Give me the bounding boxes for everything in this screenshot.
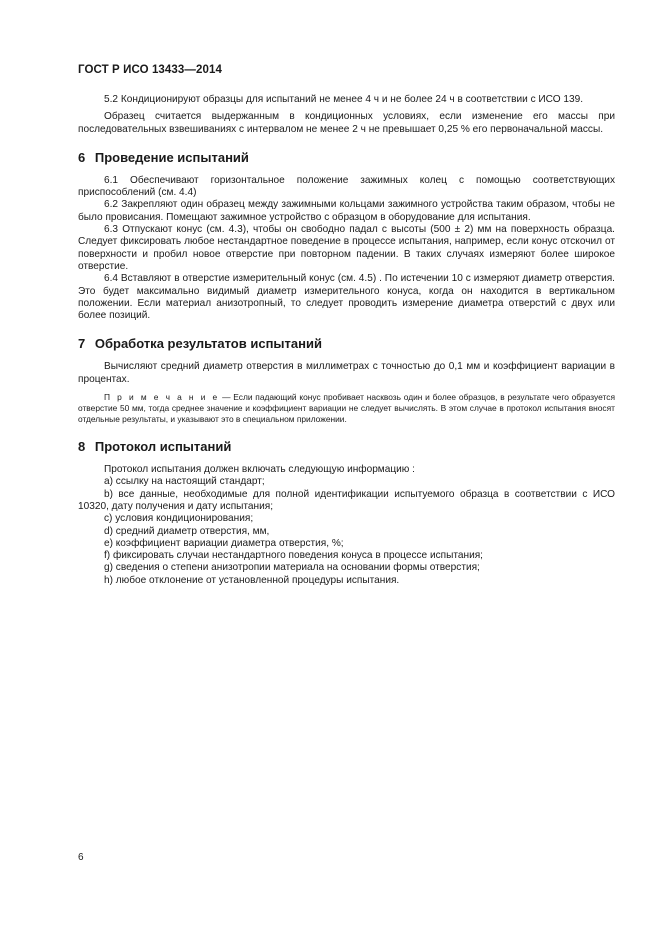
paragraph-5-2: 5.2 Кондиционируют образцы для испытаний не менее 4 ч и не более 24 ч в соответствии с ИСО 139.: [104, 94, 584, 105]
paragraph-8-intro: Протокол испытания должен включать следующую информацию :: [104, 464, 415, 476]
page-number: 6: [78, 852, 84, 863]
section-6-heading: [78, 150, 615, 165]
paragraph-6-2: 6.2 Закрепляют один образец между зажимными кольцами зажимного устройства таким образом, чтобы не было провисания. Помещают зажимное устройство с образцом в оборудование для испытания.: [78, 199, 615, 223]
paragraph-6-1: 6.1 Обеспечивают горизонтальное положение зажимных колец с помощью соответствующих приспособлений (см. 4.4): [78, 174, 615, 199]
list-item-h: h) любое отклонение от установленной процедуры испытания.: [104, 574, 400, 586]
paragraph-6-3: 6.3 Отпускают конус (см. 4.3), чтобы он свободно падал с высоты (500 ± 2) мм на поверхность образца. Следует фиксировать любое нестандартное поведение в процессе испытания, например, если конус отскочил от поверхности и пробил новое отверстие при повторном падении. В таких случаях измеряют более широкое отверстие.: [78, 224, 615, 272]
list-item-c: c) условия кондиционирования;: [104, 513, 254, 525]
section-title: Проведение испытаний: [94, 149, 249, 165]
section-number: 7: [78, 336, 86, 352]
list-item-d: d) средний диаметр отверстия, мм,: [104, 525, 270, 537]
paragraph-6-4: 6.4 Вставляют в отверстие измерительный конус (см. 4.5) . По истечении 10 с измеряют диаметр отверстия. Это будет максимально видимый диаметр измерительного конуса, когда он находится в вертикальном положении. Если материал анизотропный, то следует проводить измерение диаметра отверстий с двух или более позиций.: [78, 273, 615, 322]
section-number: 8: [78, 439, 86, 455]
note-7: [78, 392, 615, 425]
section-title: Обработка результатов испытаний: [94, 336, 322, 352]
paragraph-7: Вычисляют средний диаметр отверстия в миллиметрах с точностью до 0,1 мм и коэффициент вариации в процентах.: [78, 361, 615, 385]
list-item-f: f) фиксировать случаи нестандартного поведения конуса в процессе испытания;: [104, 550, 483, 562]
document-header: ГОСТ Р ИСО 13433—2014: [78, 64, 223, 76]
note-label: П р и м е ч а н и е: [104, 392, 220, 403]
paragraph-conditioning-note: Образец считается выдержанным в кондиционных условиях, если изменение его массы при последовательных взвешиваниях с интервалом не менее 2 ч не превышает 0,25 % его первоначальной массы.: [78, 111, 615, 135]
note-text: — Если падающий конус пробивает насквозь один и более образцов, в результате чего образуется отверстие 50 мм, тогда среднее значение и коэффициент вариации не следует вычислять. В этом случае в протокол испытания вносят отдельные результаты, и указывают это в специальном приложении.: [78, 392, 615, 425]
section-title: Протокол испытаний: [94, 439, 232, 455]
section-8-heading: [78, 439, 615, 454]
list-item-e: e) коэффициент вариации диаметра отверстия, %;: [104, 537, 344, 549]
section-number: 6: [78, 149, 86, 165]
list-item-g: g) сведения о степени анизотропии материала на основании формы отверстия;: [104, 562, 480, 574]
list-item-a: a) ссылку на настоящий стандарт;: [104, 476, 265, 488]
document-page: [78, 64, 615, 587]
section-7-heading: [78, 336, 615, 351]
list-item-b: b) все данные, необходимые для полной идентификации испытуемого образца в соответствии с ИСО 10320, дату получения и дату испытания;: [78, 488, 615, 512]
